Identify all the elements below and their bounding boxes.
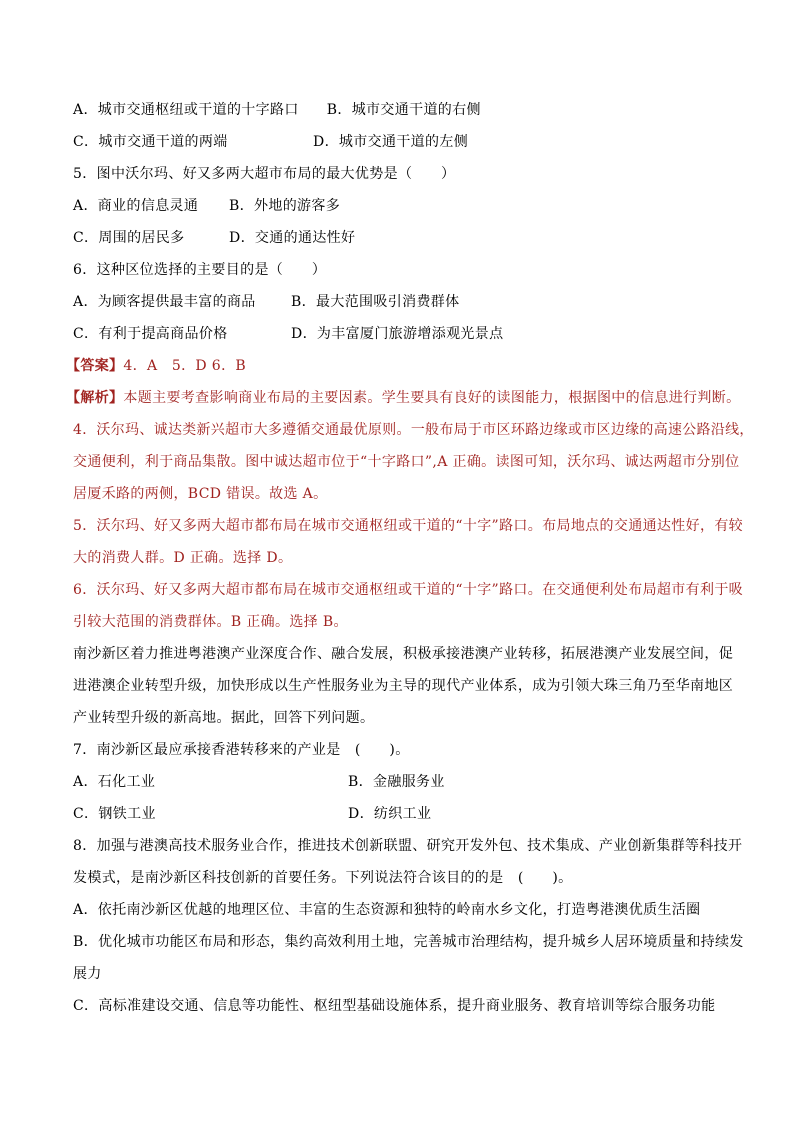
q6-option-c: C．有利于提高商品价格	[73, 326, 228, 342]
q7-option-c: C．钢铁工业	[73, 806, 156, 822]
q8-option-b-line-1: B．优化城市功能区布局和形态，集约高效利用土地，完善城市治理结构，提升城乡人居环境质量和持续发	[73, 934, 744, 950]
answer-tag: 【答案】	[66, 358, 124, 374]
q8-stem-line-2: 发模式，是南沙新区科技创新的首要任务。下列说法符合该目的的是 ( )。	[73, 870, 573, 886]
analysis-q6-line-2: 引较大范围的消费群体。B 正确。选择 B。	[73, 614, 348, 630]
q4-option-b: B．城市交通干道的右侧	[326, 102, 481, 118]
q4-options-row-1	[73, 100, 481, 120]
q6-options-row-1	[73, 292, 460, 312]
q5-options-row-2	[73, 228, 355, 248]
q4-option-a: A．城市交通枢纽或干道的十字路口	[73, 102, 299, 118]
q7-options-row-2	[73, 804, 431, 824]
analysis-tag: 【解析】	[66, 390, 124, 406]
passage-line-3: 产业转型升级的新高地。据此，回答下列问题。	[73, 710, 375, 726]
q5-option-c: C．周围的居民多	[73, 230, 185, 246]
analysis-q6-line-1: 6．沃尔玛、好又多两大超市都布局在城市交通枢纽或干道的“十字”路口。在交通便利处布局超市有利于吸	[73, 582, 744, 598]
analysis-q4-line-3: 居厦禾路的两侧，BCD 错误。故选 A。	[73, 486, 328, 502]
q5-option-a: A．商业的信息灵通	[73, 198, 199, 214]
q7-option-a: A．石化工业	[73, 774, 156, 790]
q5-stem: 5．图中沃尔玛、好又多两大超市布局的最大优势是（ ）	[73, 166, 456, 182]
q6-option-d: D．为丰富厦门旅游增添观光景点	[291, 326, 504, 342]
analysis-q5-line-1: 5．沃尔玛、好又多两大超市都布局在城市交通枢纽或干道的“十字”路口。布局地点的交通通达性好，有较	[73, 518, 744, 534]
q7-option-d: D．纺织工业	[348, 806, 432, 822]
q7-options-row-1	[73, 772, 445, 792]
analysis-intro: 本题主要考查影响商业布局的主要因素。学生要具有良好的读图能力，根据图中的信息进行判断。	[123, 390, 741, 406]
q7-stem: 7．南沙新区最应承接香港转移来的产业是 ( )。	[73, 742, 410, 758]
q6-option-a: A．为顾客提供最丰富的商品	[73, 294, 256, 310]
q4-options-row-2	[73, 132, 468, 152]
q8-option-b-line-2: 展力	[73, 966, 102, 982]
q6-option-b: B．最大范围吸引消费群体	[291, 294, 460, 310]
q8-option-a: A．依托南沙新区优越的地理区位、丰富的生态资源和独特的岭南水乡文化，打造粤港澳优质生活圈	[73, 902, 701, 918]
analysis-intro-line	[66, 388, 740, 408]
q5-option-b: B．外地的游客多	[229, 198, 341, 214]
passage-line-2: 进港澳企业转型升级，加快形成以生产性服务业为主导的现代产业体系，成为引领大珠三角乃至华南地区	[73, 678, 734, 694]
q6-options-row-2	[73, 324, 503, 344]
analysis-q4-line-2: 交通便利，利于商品集散。图中诚达超市位于“十字路口”,A 正确。读图可知，沃尔玛、诚达两超市分别位	[73, 454, 740, 470]
q5-option-d: D．交通的通达性好	[229, 230, 356, 246]
analysis-q4-line-1: 4．沃尔玛、诚达类新兴超市大多遵循交通最优原则。一般布局于市区环路边缘或市区边缘的高速公路沿线，	[73, 422, 754, 438]
q8-option-c: C．高标准建设交通、信息等功能性、枢纽型基础设施体系，提升商业服务、教育培训等综合服务功能	[73, 998, 716, 1014]
q4-option-d: D．城市交通干道的左侧	[313, 134, 469, 150]
answer-line	[66, 356, 246, 376]
q6-stem: 6．这种区位选择的主要目的是（ ）	[73, 262, 327, 278]
q8-stem-line-1: 8．加强与港澳高技术服务业合作，推进技术创新联盟、研究开发外包、技术集成、产业创新集群等科技开	[73, 838, 743, 854]
answer-text: 4．A 5．D 6．B	[123, 358, 247, 374]
passage-line-1: 南沙新区着力推进粤港澳产业深度合作、融合发展，积极承接港澳产业转移，拓展港澳产业发展空间，促	[73, 646, 734, 662]
analysis-q5-line-2: 大的消费人群。D 正确。选择 D。	[73, 550, 293, 566]
q5-options-row-1	[73, 196, 340, 216]
q7-option-b: B．金融服务业	[348, 774, 445, 790]
q4-option-c: C．城市交通干道的两端	[73, 134, 228, 150]
